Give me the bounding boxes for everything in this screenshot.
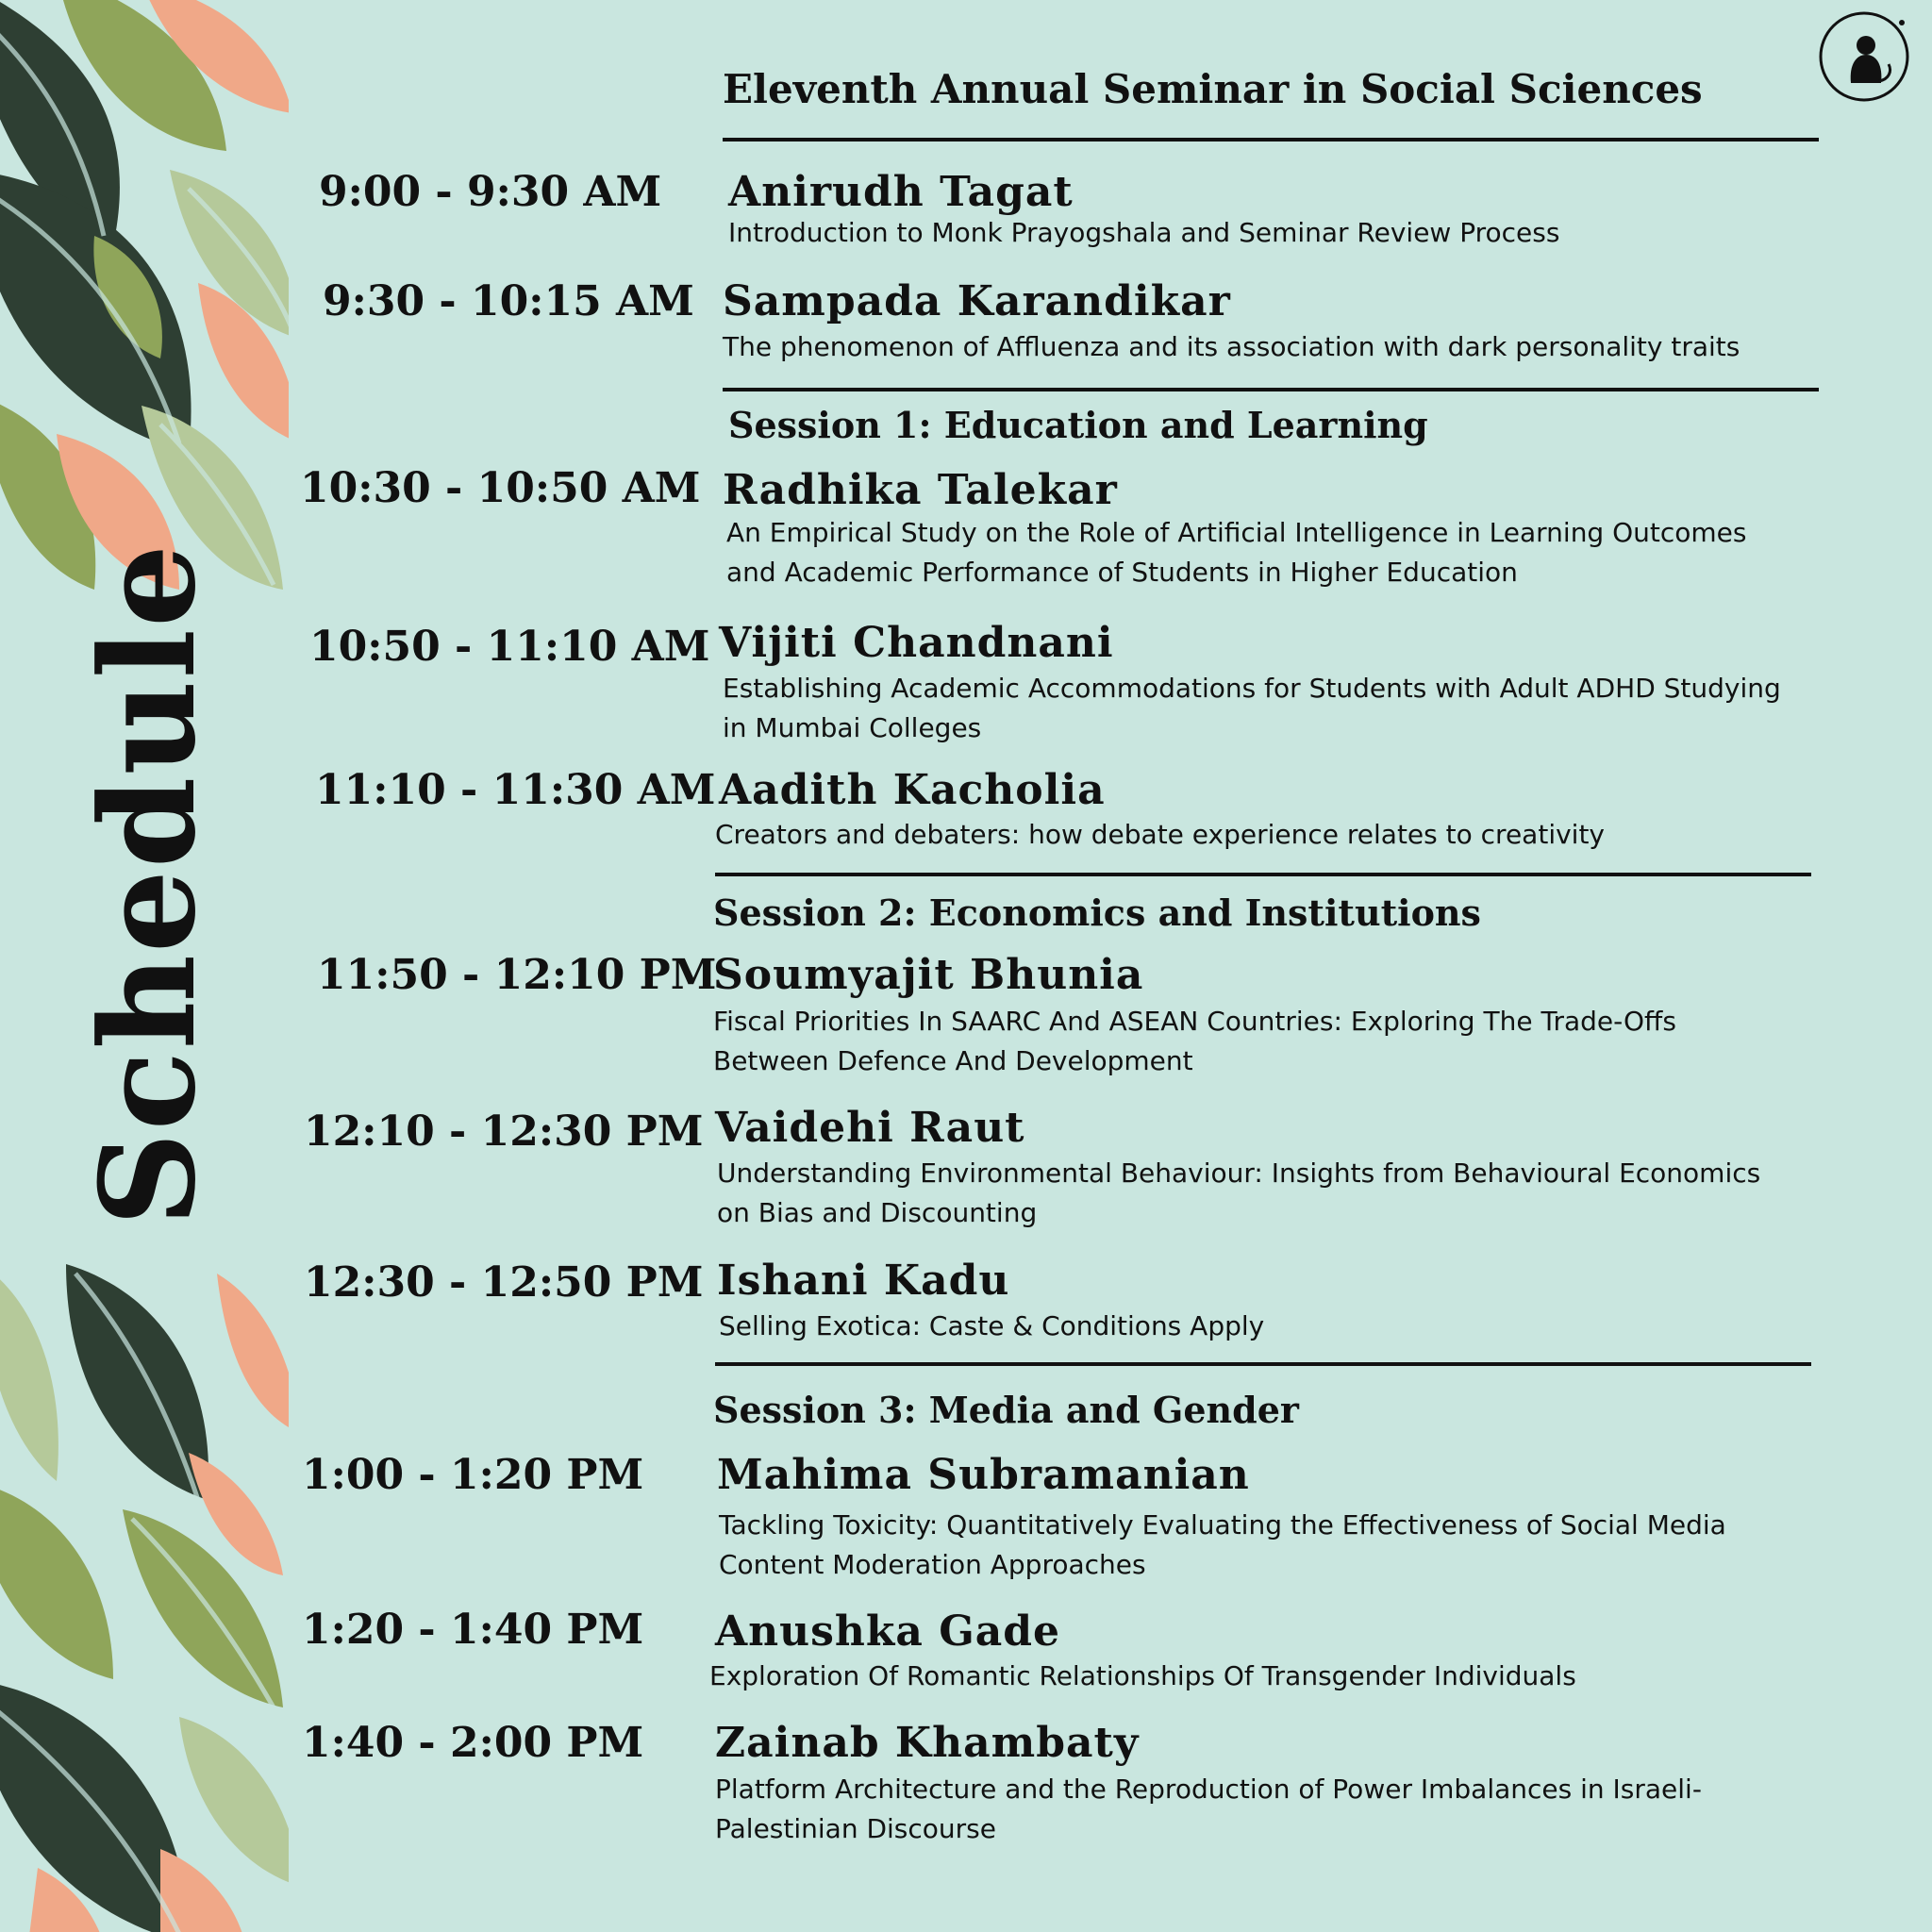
divider bbox=[715, 1362, 1811, 1366]
time-slot: 1:40 - 2:00 PM bbox=[302, 1719, 644, 1767]
speaker-name: Mahima Subramanian bbox=[717, 1451, 1250, 1499]
divider bbox=[723, 138, 1819, 142]
time-slot: 9:00 - 9:30 AM bbox=[319, 168, 662, 216]
talk-title: Exploration Of Romantic Relationships Of Transgender Individuals bbox=[709, 1660, 1576, 1691]
speaker-name: Sampada Karandikar bbox=[723, 277, 1231, 325]
speaker-name: Zainab Khambaty bbox=[715, 1719, 1140, 1767]
speaker-name: Soumyajit Bhunia bbox=[713, 951, 1144, 999]
talk-title: Understanding Environmental Behaviour: Insights from Behavioural Economics on Bias and Discounting bbox=[717, 1158, 1761, 1228]
talk-title: The phenomenon of Affluenza and its association with dark personality traits bbox=[723, 331, 1740, 362]
side-title: Schedule bbox=[71, 542, 225, 1226]
leaf-pattern-top bbox=[0, 0, 289, 590]
talk-title: Platform Architecture and the Reproduction of Power Imbalances in Israeli- Palestinian Discourse bbox=[715, 1774, 1702, 1844]
time-slot: 12:30 - 12:50 PM bbox=[304, 1258, 704, 1307]
session-heading: Session 2: Economics and Institutions bbox=[713, 891, 1481, 934]
talk-title: Tackling Toxicity: Quantitatively Evaluating the Effectiveness of Social Media Content Moderation Approaches bbox=[719, 1509, 1726, 1580]
monkey-logo-icon bbox=[1817, 9, 1911, 104]
speaker-name: Vijiti Chandnani bbox=[719, 619, 1114, 667]
talk-title: Selling Exotica: Caste & Conditions Apply bbox=[719, 1310, 1265, 1341]
time-slot: 1:00 - 1:20 PM bbox=[302, 1451, 644, 1499]
speaker-name: Aadith Kacholia bbox=[719, 766, 1106, 814]
talk-title: Creators and debaters: how debate experience relates to creativity bbox=[715, 819, 1605, 850]
time-slot: 1:20 - 1:40 PM bbox=[302, 1606, 644, 1654]
talk-title: An Empirical Study on the Role of Artificial Intelligence in Learning Outcomes and Academic Performance of Students in Higher Education bbox=[726, 517, 1747, 588]
time-slot: 11:50 - 12:10 PM bbox=[317, 951, 717, 999]
divider bbox=[715, 873, 1811, 876]
time-slot: 9:30 - 10:15 AM bbox=[323, 277, 694, 325]
time-slot: 10:50 - 11:10 AM bbox=[309, 623, 710, 671]
seminar-title: Eleventh Annual Seminar in Social Sciences bbox=[723, 66, 1703, 112]
speaker-name: Ishani Kadu bbox=[717, 1257, 1010, 1305]
time-slot: 10:30 - 10:50 AM bbox=[300, 464, 701, 512]
leaf-pattern-bottom bbox=[0, 1264, 289, 1932]
session-heading: Session 1: Education and Learning bbox=[728, 404, 1428, 446]
speaker-name: Vaidehi Raut bbox=[715, 1104, 1025, 1152]
divider bbox=[723, 388, 1819, 391]
speaker-name: Anushka Gade bbox=[715, 1607, 1061, 1656]
talk-title: Introduction to Monk Prayogshala and Seminar Review Process bbox=[728, 217, 1560, 248]
time-slot: 12:10 - 12:30 PM bbox=[304, 1108, 704, 1156]
speaker-name: Anirudh Tagat bbox=[728, 168, 1074, 216]
talk-title: Establishing Academic Accommodations for Students with Adult ADHD Studying in Mumbai Colleges bbox=[723, 673, 1781, 743]
time-slot: 11:10 - 11:30 AM bbox=[315, 766, 716, 814]
speaker-name: Radhika Talekar bbox=[723, 466, 1118, 514]
talk-title: Fiscal Priorities In SAARC And ASEAN Countries: Exploring The Trade-Offs Between Defence And Development bbox=[713, 1006, 1676, 1076]
session-heading: Session 3: Media and Gender bbox=[713, 1389, 1299, 1431]
